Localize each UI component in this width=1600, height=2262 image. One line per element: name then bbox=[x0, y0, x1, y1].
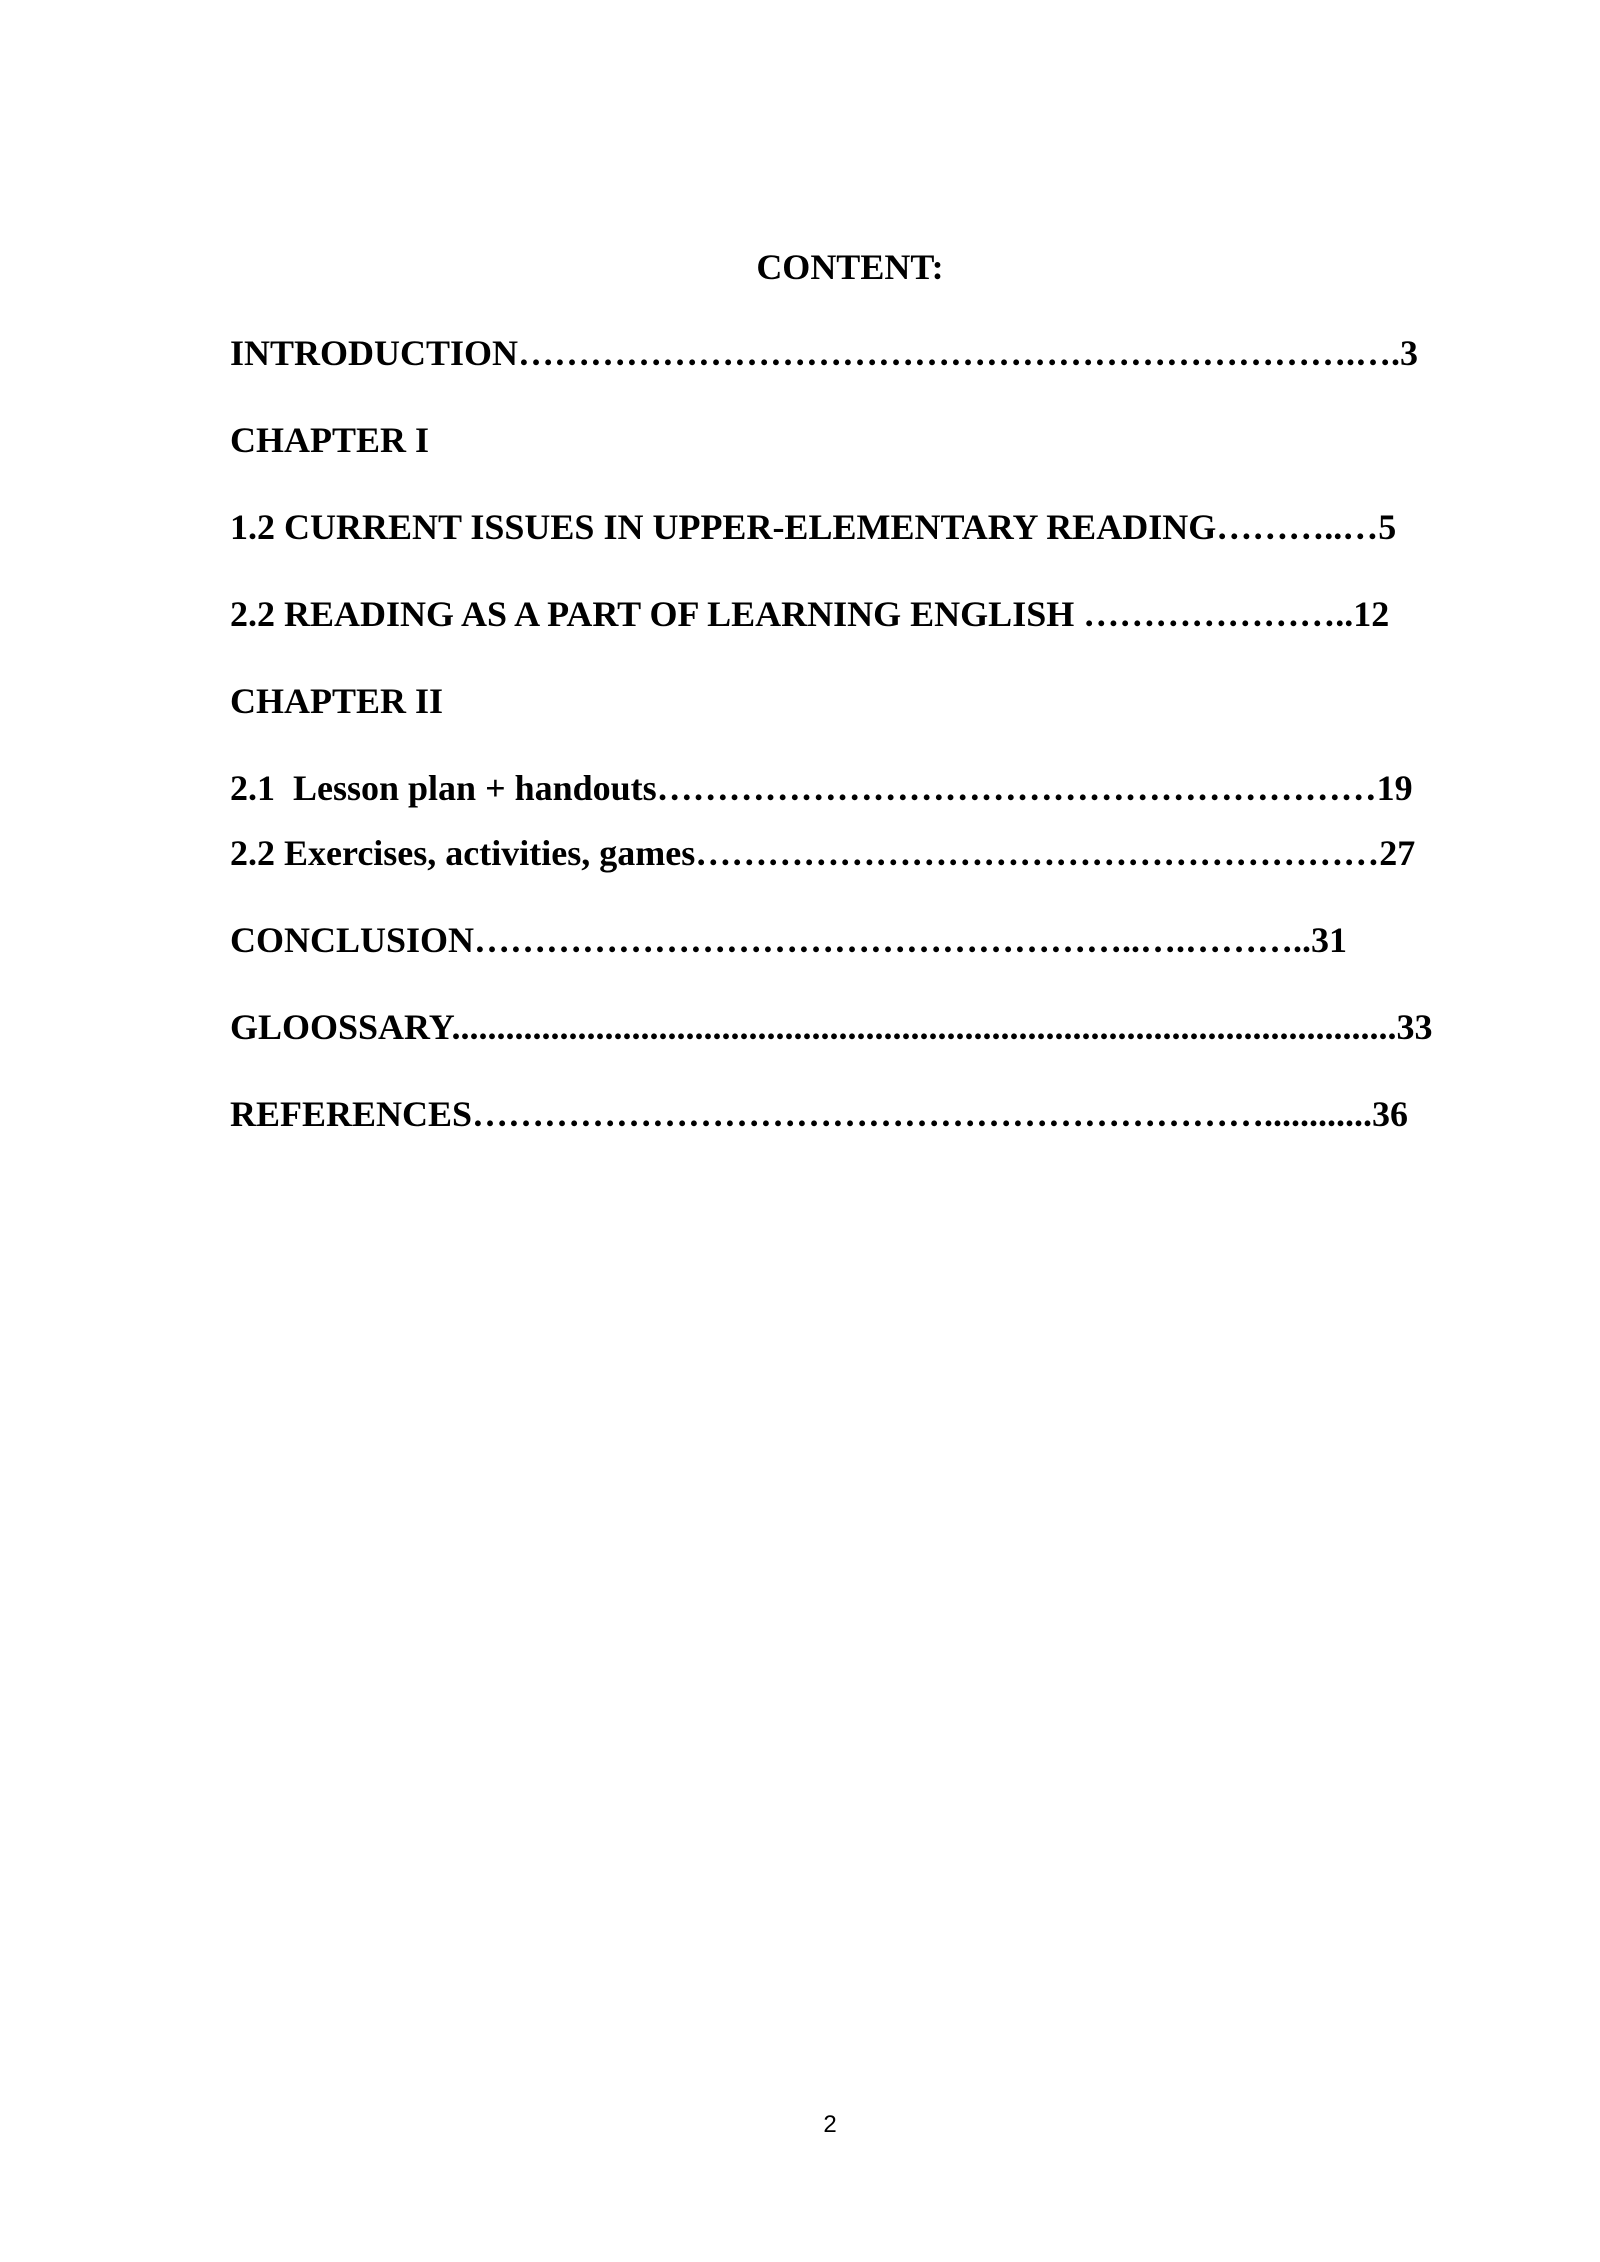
toc-heading-chapter-1: CHAPTER I bbox=[230, 420, 430, 460]
toc-entry-references: REFERENCES…………………………………………………………............36 bbox=[230, 1094, 1409, 1134]
page-title: CONTENT: bbox=[756, 247, 944, 287]
toc-entry-exercises: 2.2 Exercises, activities, games…………………………………………………27 bbox=[230, 833, 1416, 873]
toc-entry-glossary: GLOOSSARY.........................................................................................................33 bbox=[230, 1007, 1433, 1047]
toc-heading-chapter-2: CHAPTER II bbox=[230, 681, 444, 721]
toc-entry-lesson-plan: 2.1 Lesson plan + handouts……………………………………………………19 bbox=[230, 768, 1413, 808]
toc-entry-reading-part: 2.2 READING AS A PART OF LEARNING ENGLISH …………………..12 bbox=[230, 594, 1390, 634]
page-number: 2 bbox=[823, 2111, 837, 2138]
toc-entry-conclusion: CONCLUSION………………………………………………..….………..31 bbox=[230, 920, 1348, 960]
toc-entry-current-issues: 1.2 CURRENT ISSUES IN UPPER-ELEMENTARY READING………..…5 bbox=[230, 507, 1397, 547]
toc-entry-introduction: INTRODUCTION…………………………………………………………….….3 bbox=[230, 333, 1419, 373]
